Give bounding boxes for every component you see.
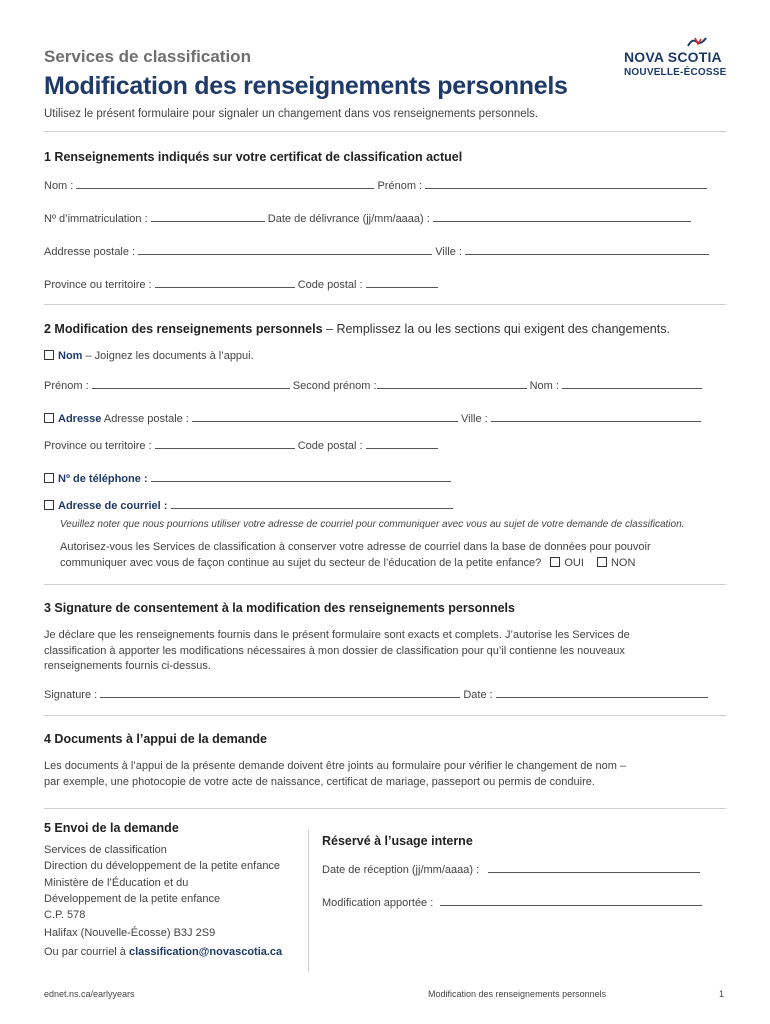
date-field[interactable]	[496, 687, 708, 698]
s2-code-label: Code postal :	[297, 440, 363, 452]
email-line	[44, 944, 282, 960]
s1-date-field[interactable]	[433, 211, 691, 222]
s2-adresse-postale-label: Adresse postale :	[103, 413, 189, 425]
logo-text-bottom: NOUVELLE-ÉCOSSE	[624, 67, 727, 78]
s1-immat-field[interactable]	[151, 211, 265, 222]
vertical-divider	[308, 830, 309, 972]
telephone-field[interactable]	[151, 471, 451, 482]
consent-line-2-text: communiquer avec vous de façon continue au sujet du secteur de l’éducation de la petite enfance?	[60, 556, 542, 569]
logo-text-top: NOVA SCOTIA	[624, 49, 722, 65]
adresse-checkbox[interactable]	[44, 413, 54, 423]
email-link[interactable]: classification@novascotia.ca	[128, 945, 283, 958]
s2-ville-label: Ville :	[461, 413, 488, 425]
section-2-title: 2 Modification des renseignements personnels	[44, 322, 323, 336]
s2-nom-label: Nom :	[529, 380, 559, 392]
address-line: Direction du développement de la petite enfance	[44, 860, 281, 873]
signature-field[interactable]	[100, 687, 460, 698]
divider	[44, 715, 726, 716]
s2-code-field[interactable]	[366, 438, 438, 449]
s2-email-option	[44, 498, 453, 512]
address-line: Ministère de l’Éducation et du	[44, 876, 189, 889]
telephone-checkbox[interactable]	[44, 473, 54, 483]
flag-icon	[686, 36, 708, 50]
s1-date-label: Date de délivrance (jj/mm/aaaa) :	[267, 213, 430, 225]
s2-row-province	[44, 438, 438, 452]
divider	[44, 808, 726, 809]
s3-line-3: renseignements fournis ci-dessus.	[44, 660, 211, 672]
s3-row-signature	[44, 687, 708, 701]
consent-line-1: Autorisez-vous les Services de classification à conserver votre adresse de courriel dans la base de données pour pouvoir	[60, 541, 651, 553]
s4-line-1: Les documents à l’appui de la présente demande doivent être joints au formulaire pour vérifier le changement de nom –	[44, 760, 627, 772]
s1-row-province	[44, 277, 438, 291]
telephone-option-label: Nº de téléphone :	[58, 473, 148, 485]
s2-adresse-field[interactable]	[192, 411, 458, 422]
s3-line-1: Je déclare que les renseignements fournis dans le présent formulaire sont exacts et complets. J’autorise les Services de	[44, 629, 630, 641]
adresse-option-label: Adresse	[58, 413, 102, 425]
address-line: Développement de la petite enfance	[44, 892, 221, 905]
consent-question	[60, 540, 651, 571]
address-line: Services de classification	[44, 844, 167, 856]
s2-nom-option	[44, 350, 254, 362]
divider	[44, 584, 726, 585]
footer-url: ednet.ns.ca/earlyyears	[44, 989, 135, 999]
s1-immat-label: Nº d’immatriculation :	[44, 213, 148, 225]
s3-declaration	[44, 628, 630, 675]
s1-adresse-label: Addresse postale :	[44, 246, 136, 258]
modification-field[interactable]	[440, 895, 702, 906]
section-4-heading: 4 Documents à l’appui de la demande	[44, 732, 267, 746]
section-2-instructions: – Remplissez la ou les sections qui exigent des changements.	[322, 322, 670, 336]
s1-row-name	[44, 178, 707, 192]
page-number: 1	[719, 989, 725, 999]
nom-option-label: Nom	[58, 350, 83, 362]
s1-province-label: Province ou territoire :	[44, 279, 152, 291]
s3-line-2: classification à apporter les modifications nécessaires à mon dossier de classification pour qu’il contienne les nouveaux	[44, 644, 625, 657]
s2-prenom-field[interactable]	[92, 378, 290, 389]
section-2-heading	[44, 322, 670, 336]
email-note: Veuillez noter que nous pourrions utiliser votre adresse de courriel pour communiquer avec vous au sujet de votre demande de classification.	[60, 519, 685, 530]
section-5-heading: 5 Envoi de la demande	[44, 821, 179, 835]
s1-ville-field[interactable]	[465, 244, 709, 255]
s2-second-field[interactable]	[377, 378, 527, 389]
s1-ville-label: Ville :	[435, 246, 462, 258]
nova-scotia-logo	[624, 36, 729, 84]
s2-ville-field[interactable]	[491, 411, 701, 422]
non-checkbox[interactable]	[597, 557, 607, 567]
email-checkbox[interactable]	[44, 500, 54, 510]
oui-label: OUI	[564, 556, 584, 569]
s1-nom-field[interactable]	[76, 178, 374, 189]
consent-line-2	[60, 556, 651, 572]
s1-row-address	[44, 244, 709, 258]
s1-code-label: Code postal :	[297, 279, 363, 291]
s2-nom-field[interactable]	[562, 378, 702, 389]
s1-province-field[interactable]	[155, 277, 295, 288]
s2-province-field[interactable]	[155, 438, 295, 449]
nom-checkbox[interactable]	[44, 350, 54, 360]
non-label: NON	[610, 556, 636, 569]
s2-tel-option	[44, 471, 451, 485]
divider	[44, 131, 726, 132]
divider	[44, 304, 726, 305]
s1-code-field[interactable]	[366, 277, 438, 288]
page-title: Modification des renseignements personnels	[44, 72, 568, 100]
address-line: Halifax (Nouvelle-Écosse) B3J 2S9	[44, 927, 216, 940]
page-kicker: Services de classification	[44, 47, 251, 66]
section-3-heading: 3 Signature de consentement à la modification des renseignements personnels	[44, 601, 515, 615]
section-1-heading: 1 Renseignements indiqués sur votre certificat de classification actuel	[44, 150, 463, 164]
internal-row-reception	[322, 862, 700, 876]
s2-second-label: Second prénom :	[292, 380, 377, 392]
page-subtitle: Utilisez le présent formulaire pour signaler un changement dans vos renseignements personnels.	[44, 108, 539, 120]
s4-text	[44, 759, 626, 790]
nom-option-note: – Joignez les documents à l’appui.	[82, 350, 254, 362]
reception-date-label: Date de réception (jj/mm/aaaa) :	[322, 864, 480, 876]
mailing-address	[44, 842, 282, 960]
s4-line-2: par exemple, une photocopie de votre acte de naissance, certificat de mariage, passeport ou permis de conduire.	[44, 775, 595, 788]
email-field[interactable]	[171, 498, 453, 509]
email-prefix: Ou par courriel à	[44, 945, 129, 958]
reception-date-field[interactable]	[488, 862, 700, 873]
oui-checkbox[interactable]	[550, 557, 560, 567]
s2-row-names	[44, 378, 702, 392]
modification-label: Modification apportée :	[322, 897, 434, 909]
signature-label: Signature :	[44, 689, 98, 701]
email-option-label: Adresse de courriel :	[58, 500, 168, 512]
internal-use-heading: Réservé à l’usage interne	[322, 834, 473, 848]
s1-adresse-field[interactable]	[138, 244, 432, 255]
s2-adresse-option	[44, 411, 701, 425]
internal-row-modif	[322, 895, 702, 909]
s1-prenom-label: Prénom :	[377, 180, 423, 192]
s2-province-label: Province ou territoire :	[44, 440, 152, 452]
s1-prenom-field[interactable]	[425, 178, 707, 189]
footer-title: Modification des renseignements personnels	[428, 989, 607, 999]
s1-nom-label: Nom :	[44, 180, 74, 192]
address-line: C.P. 578	[44, 909, 86, 922]
s1-row-immat	[44, 211, 691, 225]
date-label: Date :	[463, 689, 493, 701]
s2-prenom-label: Prénom :	[44, 380, 89, 392]
